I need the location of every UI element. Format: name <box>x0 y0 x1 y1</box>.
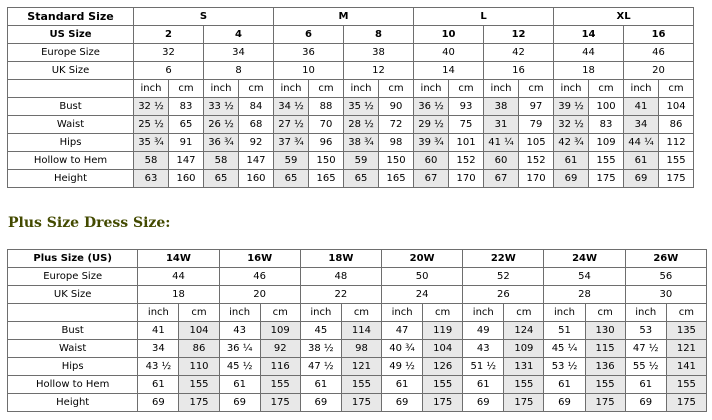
measure-cell: 152 <box>519 152 554 170</box>
measure-label: Waist <box>8 340 138 358</box>
measure-cell: 96 <box>309 134 344 152</box>
unit-label-blank <box>8 80 134 98</box>
unit-inch: inch <box>544 304 585 322</box>
measure-cell: 83 <box>169 98 204 116</box>
measure-cell: 114 <box>341 322 381 340</box>
measure-cell: 124 <box>504 322 544 340</box>
unit-inch: inch <box>484 80 519 98</box>
measure-cell: 36 ¾ <box>204 134 239 152</box>
measure-cell: 69 <box>625 394 666 412</box>
us-size-cell: 10 <box>414 26 484 44</box>
measure-cell: 155 <box>666 376 706 394</box>
us-size-label: US Size <box>8 26 134 44</box>
uk-size-cell: 10 <box>274 62 344 80</box>
measure-cell: 43 ½ <box>138 358 179 376</box>
unit-inch: inch <box>274 80 309 98</box>
measure-cell: 65 <box>274 170 309 188</box>
plus-uk-size-cell: 24 <box>382 286 463 304</box>
measure-cell: 31 <box>484 116 519 134</box>
measure-cell: 69 <box>300 394 341 412</box>
size-group-header: L <box>414 8 554 26</box>
plus-uk-size-cell: 20 <box>219 286 300 304</box>
unit-cm: cm <box>589 80 624 98</box>
measure-cell: 61 <box>300 376 341 394</box>
unit-cm: cm <box>260 304 300 322</box>
measure-row <box>8 134 694 152</box>
measure-cell: 109 <box>260 322 300 340</box>
measure-cell: 65 <box>344 170 379 188</box>
unit-inch: inch <box>625 304 666 322</box>
uk-size-label: UK Size <box>8 62 134 80</box>
us-size-cell: 16 <box>624 26 694 44</box>
measure-cell: 131 <box>504 358 544 376</box>
unit-inch: inch <box>463 304 504 322</box>
us-size-cell: 8 <box>344 26 414 44</box>
unit-cm: cm <box>666 304 706 322</box>
measure-cell: 36 ¼ <box>219 340 260 358</box>
europe-size-row <box>8 44 694 62</box>
unit-cm: cm <box>519 80 554 98</box>
measure-cell: 38 <box>484 98 519 116</box>
measure-cell: 175 <box>666 394 706 412</box>
plus-uk-size-cell: 26 <box>463 286 544 304</box>
measure-cell: 98 <box>379 134 414 152</box>
measure-row <box>8 152 694 170</box>
measure-cell: 175 <box>589 170 624 188</box>
measure-cell: 59 <box>274 152 309 170</box>
measure-label: Hips <box>8 134 134 152</box>
measure-cell: 29 ½ <box>414 116 449 134</box>
measure-cell: 49 ½ <box>382 358 423 376</box>
measure-row <box>8 98 694 116</box>
measure-cell: 35 ½ <box>344 98 379 116</box>
measure-cell: 112 <box>659 134 694 152</box>
measure-cell: 41 <box>138 322 179 340</box>
measure-cell: 65 <box>204 170 239 188</box>
measure-cell: 100 <box>589 98 624 116</box>
standard-size-table <box>7 7 694 188</box>
measure-cell: 175 <box>179 394 219 412</box>
measure-cell: 110 <box>179 358 219 376</box>
measure-cell: 28 ½ <box>344 116 379 134</box>
size-group-header: M <box>274 8 414 26</box>
measure-label: Height <box>8 170 134 188</box>
europe-size-cell: 46 <box>624 44 694 62</box>
plus-size-heading: Plus Size Dress Size: <box>8 215 171 231</box>
measure-cell: 69 <box>382 394 423 412</box>
measure-cell: 116 <box>260 358 300 376</box>
measure-cell: 119 <box>423 322 463 340</box>
measure-cell: 40 ¾ <box>382 340 423 358</box>
measure-cell: 68 <box>239 116 274 134</box>
unit-label-blank <box>8 304 138 322</box>
plus-us-size-cell: 16W <box>219 250 300 268</box>
measure-cell: 175 <box>504 394 544 412</box>
measure-cell: 150 <box>379 152 414 170</box>
measure-cell: 84 <box>239 98 274 116</box>
unit-cm: cm <box>379 80 414 98</box>
unit-inch: inch <box>219 304 260 322</box>
unit-inch: inch <box>204 80 239 98</box>
measure-label: Bust <box>8 98 134 116</box>
unit-cm: cm <box>659 80 694 98</box>
measure-cell: 155 <box>179 376 219 394</box>
measure-cell: 47 ½ <box>625 340 666 358</box>
measure-label: Bust <box>8 322 138 340</box>
measure-cell: 61 <box>625 376 666 394</box>
plus-us-size-cell: 18W <box>300 250 381 268</box>
unit-inch: inch <box>344 80 379 98</box>
plus-us-size-cell: 14W <box>138 250 219 268</box>
plus-measure-row <box>8 322 707 340</box>
europe-size-cell: 32 <box>134 44 204 62</box>
measure-cell: 155 <box>659 152 694 170</box>
measure-cell: 104 <box>179 322 219 340</box>
measure-cell: 43 <box>463 340 504 358</box>
measure-cell: 59 <box>344 152 379 170</box>
plus-europe-size-cell: 56 <box>625 268 706 286</box>
unit-inch: inch <box>554 80 589 98</box>
unit-inch: inch <box>134 80 169 98</box>
plus-europe-size-cell: 50 <box>382 268 463 286</box>
measure-cell: 92 <box>239 134 274 152</box>
europe-size-cell: 36 <box>274 44 344 62</box>
uk-size-cell: 16 <box>484 62 554 80</box>
uk-size-cell: 8 <box>204 62 274 80</box>
europe-size-cell: 38 <box>344 44 414 62</box>
measure-cell: 41 <box>624 98 659 116</box>
measure-cell: 175 <box>260 394 300 412</box>
measure-cell: 61 <box>463 376 504 394</box>
measure-cell: 136 <box>585 358 625 376</box>
plus-us-size-cell: 22W <box>463 250 544 268</box>
measure-cell: 39 ¾ <box>414 134 449 152</box>
measure-cell: 55 ½ <box>625 358 666 376</box>
measure-cell: 61 <box>382 376 423 394</box>
plus-us-size-cell: 24W <box>544 250 625 268</box>
measure-cell: 165 <box>379 170 414 188</box>
plus-europe-size-cell: 54 <box>544 268 625 286</box>
plus-europe-size-row <box>8 268 707 286</box>
measure-cell: 88 <box>309 98 344 116</box>
unit-cm: cm <box>341 304 381 322</box>
measure-cell: 67 <box>414 170 449 188</box>
measure-cell: 58 <box>204 152 239 170</box>
us-size-row <box>8 26 694 44</box>
us-size-cell: 14 <box>554 26 624 44</box>
measure-cell: 61 <box>554 152 589 170</box>
measure-cell: 104 <box>423 340 463 358</box>
measure-cell: 147 <box>169 152 204 170</box>
measure-cell: 45 <box>300 322 341 340</box>
unit-cm: cm <box>239 80 274 98</box>
measure-cell: 60 <box>414 152 449 170</box>
measure-cell: 38 ¾ <box>344 134 379 152</box>
measure-cell: 160 <box>239 170 274 188</box>
us-size-cell: 6 <box>274 26 344 44</box>
measure-cell: 42 ¾ <box>554 134 589 152</box>
measure-cell: 170 <box>449 170 484 188</box>
unit-inch: inch <box>138 304 179 322</box>
measure-cell: 69 <box>624 170 659 188</box>
measure-label: Height <box>8 394 138 412</box>
measure-cell: 121 <box>341 358 381 376</box>
measure-cell: 41 ¼ <box>484 134 519 152</box>
size-group-header: S <box>134 8 274 26</box>
plus-europe-size-cell: 48 <box>300 268 381 286</box>
plus-europe-size-cell: 46 <box>219 268 300 286</box>
measure-cell: 160 <box>169 170 204 188</box>
us-size-cell: 4 <box>204 26 274 44</box>
measure-cell: 121 <box>666 340 706 358</box>
unit-cm: cm <box>179 304 219 322</box>
measure-cell: 150 <box>309 152 344 170</box>
measure-cell: 51 <box>544 322 585 340</box>
plus-us-size-label: Plus Size (US) <box>8 250 138 268</box>
measure-row <box>8 116 694 134</box>
measure-cell: 130 <box>585 322 625 340</box>
measure-cell: 33 ½ <box>204 98 239 116</box>
measure-cell: 36 ½ <box>414 98 449 116</box>
measure-cell: 97 <box>519 98 554 116</box>
measure-cell: 98 <box>341 340 381 358</box>
measure-cell: 51 ½ <box>463 358 504 376</box>
measure-cell: 43 <box>219 322 260 340</box>
measure-cell: 141 <box>666 358 706 376</box>
unit-cm: cm <box>504 304 544 322</box>
unit-cm: cm <box>423 304 463 322</box>
unit-cm: cm <box>449 80 484 98</box>
measure-cell: 65 <box>169 116 204 134</box>
uk-size-row <box>8 62 694 80</box>
measure-cell: 69 <box>138 394 179 412</box>
measure-cell: 79 <box>519 116 554 134</box>
measure-cell: 155 <box>423 376 463 394</box>
europe-size-cell: 34 <box>204 44 274 62</box>
uk-size-cell: 14 <box>414 62 484 80</box>
measure-cell: 69 <box>219 394 260 412</box>
measure-cell: 75 <box>449 116 484 134</box>
uk-size-cell: 18 <box>554 62 624 80</box>
measure-cell: 61 <box>544 376 585 394</box>
measure-cell: 175 <box>585 394 625 412</box>
measure-cell: 47 <box>382 322 423 340</box>
measure-cell: 61 <box>624 152 659 170</box>
unit-cm: cm <box>585 304 625 322</box>
measure-cell: 69 <box>554 170 589 188</box>
measure-cell: 175 <box>659 170 694 188</box>
plus-uk-size-cell: 30 <box>625 286 706 304</box>
measure-cell: 165 <box>309 170 344 188</box>
uk-size-cell: 6 <box>134 62 204 80</box>
measure-cell: 135 <box>666 322 706 340</box>
size-group-header: XL <box>554 8 694 26</box>
europe-size-cell: 42 <box>484 44 554 62</box>
measure-cell: 34 <box>138 340 179 358</box>
measure-cell: 126 <box>423 358 463 376</box>
unit-cm: cm <box>309 80 344 98</box>
measure-cell: 86 <box>179 340 219 358</box>
measure-cell: 34 <box>624 116 659 134</box>
plus-europe-size-cell: 44 <box>138 268 219 286</box>
measure-row <box>8 170 694 188</box>
measure-label: Hollow to Hem <box>8 152 134 170</box>
measure-cell: 109 <box>504 340 544 358</box>
uk-size-cell: 12 <box>344 62 414 80</box>
unit-inch: inch <box>414 80 449 98</box>
measure-cell: 32 ½ <box>554 116 589 134</box>
measure-cell: 47 ½ <box>300 358 341 376</box>
measure-cell: 155 <box>260 376 300 394</box>
measure-cell: 32 ½ <box>134 98 169 116</box>
plus-size-table <box>7 249 707 412</box>
measure-label: Hollow to Hem <box>8 376 138 394</box>
measure-cell: 53 ½ <box>544 358 585 376</box>
measure-cell: 115 <box>585 340 625 358</box>
measure-cell: 170 <box>519 170 554 188</box>
measure-cell: 34 ½ <box>274 98 309 116</box>
measure-cell: 58 <box>134 152 169 170</box>
measure-cell: 25 ½ <box>134 116 169 134</box>
europe-size-cell: 44 <box>554 44 624 62</box>
us-size-cell: 2 <box>134 26 204 44</box>
unit-inch: inch <box>624 80 659 98</box>
plus-europe-size-cell: 52 <box>463 268 544 286</box>
measure-cell: 155 <box>504 376 544 394</box>
measure-cell: 155 <box>341 376 381 394</box>
plus-uk-size-row <box>8 286 707 304</box>
measure-cell: 45 ½ <box>219 358 260 376</box>
measure-cell: 91 <box>169 134 204 152</box>
plus-europe-size-label: Europe Size <box>8 268 138 286</box>
measure-cell: 69 <box>544 394 585 412</box>
size-group-row <box>8 8 694 26</box>
us-size-cell: 12 <box>484 26 554 44</box>
measure-cell: 90 <box>379 98 414 116</box>
plus-uk-size-cell: 22 <box>300 286 381 304</box>
measure-cell: 27 ½ <box>274 116 309 134</box>
measure-cell: 93 <box>449 98 484 116</box>
measure-cell: 44 ¼ <box>624 134 659 152</box>
measure-cell: 37 ¾ <box>274 134 309 152</box>
plus-uk-size-cell: 18 <box>138 286 219 304</box>
measure-cell: 86 <box>659 116 694 134</box>
measure-cell: 175 <box>423 394 463 412</box>
europe-size-cell: 40 <box>414 44 484 62</box>
measure-cell: 61 <box>219 376 260 394</box>
measure-cell: 69 <box>463 394 504 412</box>
plus-measure-row <box>8 340 707 358</box>
plus-uk-size-label: UK Size <box>8 286 138 304</box>
measure-label: Hips <box>8 358 138 376</box>
measure-cell: 63 <box>134 170 169 188</box>
measure-cell: 152 <box>449 152 484 170</box>
plus-measure-row <box>8 394 707 412</box>
unit-inch: inch <box>300 304 341 322</box>
measure-cell: 109 <box>589 134 624 152</box>
measure-cell: 175 <box>341 394 381 412</box>
measure-cell: 101 <box>449 134 484 152</box>
plus-measure-row <box>8 376 707 394</box>
measure-cell: 61 <box>138 376 179 394</box>
measure-cell: 26 ½ <box>204 116 239 134</box>
plus-us-size-cell: 26W <box>625 250 706 268</box>
measure-cell: 70 <box>309 116 344 134</box>
uk-size-cell: 20 <box>624 62 694 80</box>
table-title: Standard Size <box>8 8 134 26</box>
measure-cell: 38 ½ <box>300 340 341 358</box>
measure-cell: 104 <box>659 98 694 116</box>
plus-measure-row <box>8 358 707 376</box>
measure-cell: 53 <box>625 322 666 340</box>
measure-cell: 67 <box>484 170 519 188</box>
measure-cell: 105 <box>519 134 554 152</box>
unit-inch: inch <box>382 304 423 322</box>
plus-us-size-cell: 20W <box>382 250 463 268</box>
measure-cell: 147 <box>239 152 274 170</box>
europe-size-label: Europe Size <box>8 44 134 62</box>
measure-cell: 83 <box>589 116 624 134</box>
plus-uk-size-cell: 28 <box>544 286 625 304</box>
unit-cm: cm <box>169 80 204 98</box>
measure-cell: 155 <box>589 152 624 170</box>
measure-cell: 92 <box>260 340 300 358</box>
measure-cell: 35 ¾ <box>134 134 169 152</box>
measure-cell: 39 ½ <box>554 98 589 116</box>
unit-row <box>8 80 694 98</box>
measure-cell: 45 ¼ <box>544 340 585 358</box>
plus-us-size-row <box>8 250 707 268</box>
measure-cell: 72 <box>379 116 414 134</box>
measure-cell: 155 <box>585 376 625 394</box>
measure-cell: 49 <box>463 322 504 340</box>
plus-unit-row <box>8 304 707 322</box>
measure-cell: 60 <box>484 152 519 170</box>
measure-label: Waist <box>8 116 134 134</box>
